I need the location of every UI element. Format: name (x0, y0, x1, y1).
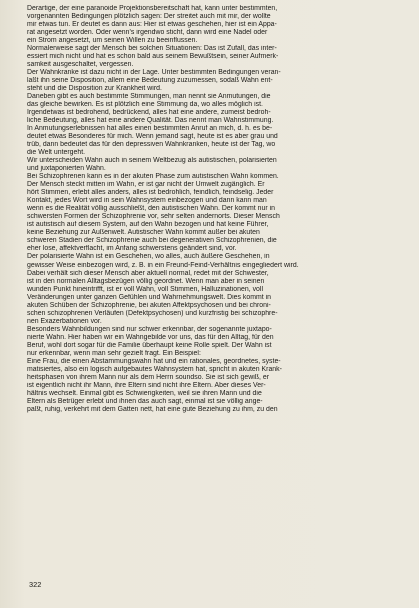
text-line: Veränderungen unter ganzen Gefühlen und Wahrnehmungswelt. Dies kommt in (27, 293, 272, 301)
text-line: samkeit ausgeschaltet, vergessen. (27, 61, 134, 69)
text-line: schwersten Formen der Schizophrenie vor, sehr selten andernorts. Dieser Mensch (27, 213, 280, 221)
text-line: Bei Schizophrenen kann es in der akuten Phase zum autistischen Wahn kommen. (27, 173, 279, 181)
text-line: Eltern als Betrüger erlebt und ihnen das auch sagt, einmal ist sie völlig ange- (27, 397, 263, 405)
text-line: das gleiche bewirken. Es ist plötzlich eine Stimmung da, wo alles möglich ist. (27, 101, 263, 109)
text-line: mir etwas tun. Er deutet es dann aus: Hier ist etwas geschehen, hier ist ein Appa- (27, 21, 277, 29)
text-line: Eine Frau, die einen Abstammungswahn hat und ein rationales, geordnetes, syste- (27, 357, 281, 365)
text-line: In Anmutungserlebnissen hat alles einen bestimmten Anruf an mich, d. h. es be- (27, 125, 273, 133)
text-line: schen schizophrenen Verläufen (Defektpsychosen) und kurzfristig bei schizophre- (27, 309, 278, 317)
text-line: Normalerweise sagt der Mensch bei solchen Situationen: Das ist Zufall, das inter- (27, 45, 277, 53)
text-line: ist eigentlich nicht ihr Mann, ihre Eltern sind nicht ihre Eltern. Aber dieses Ver- (27, 381, 266, 389)
body-text (27, 5, 390, 414)
text-line: rat angesetzt worden. Oder wenn's irgendwo sticht, dann wird eine Nadel oder (27, 29, 268, 37)
text-line: paßt, ruhig, verkehrt mit dem Gatten nett, hat eine gute Beziehung zu ihm, zu den (27, 405, 278, 413)
text-line: heitsphasen von ihrem Mann nur als dem Herrn soundso. Sie ist sich gewiß, er (27, 373, 270, 381)
text-line: hältnis wechselt. Einmal gibt es Schwierigkeiten, weil sie ihren Mann und die (27, 389, 262, 397)
text-line: Irgendetwas ist bedrohend, bedrückend, alles hat eine andere, zumeist bedroh- (27, 109, 271, 117)
text-line: deutet etwas Besonderes für mich. Wenn jemand sagt, heute ist es aber grau und (27, 133, 278, 141)
text-line: Der polarisierte Wahn ist ein Geschehen, wo alles, auch äußere Geschehen, in (27, 253, 270, 261)
text-line: wenn es die Realität völlig ausschließt, den autistischen Wahn. Der kommt nur in (27, 205, 275, 213)
text-line: ein Strom angesetzt, um seinen Willen zu beeinflussen. (27, 37, 198, 45)
text-line: Der Wahnkranke ist dazu nicht in der Lage. Unter bestimmten Bedingungen veran- (27, 69, 281, 77)
text-line: ist autistisch auf diesem System, auf den Wahn bezogen und hat keine Führer, (27, 221, 269, 229)
text-line: eher lose, affektverflacht, im Anfang schwerstens geändert sind, vor. (27, 245, 237, 253)
text-line: Beruf, wohl dort sogar für die Familie überhaupt keine Rolle spielt. Der Wahn ist (27, 341, 272, 349)
text-line: nur erkennbar, wenn man sehr gezielt fragt. Ein Beispiel: (27, 349, 201, 357)
text-line: matisiertes, also ein logisch aufgebautes Wahnsystem hat, spricht in akuten Krank- (27, 365, 282, 373)
text-line: liche Bedeutung, alles hat eine andere Qualität. Das nennt man Wahnstimmung. (27, 117, 274, 125)
text-line: wunden Punkt hineintrifft, ist er voll Wahn, voll Stimmen, Halluzinationen, voll (27, 285, 263, 293)
text-line: keine Beziehung zur Außenwelt. Autistischer Wahn kommt außer bei akuten (27, 229, 260, 237)
text-line: steht und die Disposition zur Krankheit wird. (27, 85, 162, 93)
text-line: vorgenannten Bedingungen plötzlich sagen: Der streitet auch mit mir, der wollte (27, 13, 271, 21)
text-line: Wir unterscheiden Wahn auch in seinem Weltbezug als autistischen, polarisierten (27, 157, 277, 165)
text-line: Derartige, der eine paranoide Projektionsbereitschaft hat, kann unter bestimmten, (27, 5, 278, 12)
text-line: und juxtaponierten Wahn. (27, 165, 106, 173)
text-line: Besonders Wahnbildungen sind nur schwer erkennbar, der sogenannte juxtapo- (27, 325, 272, 333)
text-line: akuten Schüben der Schizophrenie, bei akuten Affektpsychosen und bei chroni- (27, 301, 271, 309)
text-line: die Welt untergeht. (27, 149, 86, 157)
text-line: essiert mich nicht und hat es schon bald aus seinem Bewußtsein, seiner Aufmerk- (27, 53, 279, 61)
text-line: ist in den normalen Alltagsbezügen völlig geordnet. Wenn man aber in seinen (27, 277, 265, 285)
text-line: hört Stimmen, erlebt alles anders, alles ist bedrohlich, feindlich, feindselig. Jeder (27, 189, 274, 197)
text-line: trüb, dann bedeutet das für den depressiven Wahnkranken, heute ist der Tag, wo (27, 141, 276, 149)
text-line: laßt ihn seine Disposition, allem eine Bedeutung zuzumessen, sodaß Wahn ent- (27, 77, 273, 85)
text-line: Daneben gibt es auch bestimmte Stimmungen, man nennt sie Anmutungen, die (27, 93, 271, 101)
page-number: 322 (29, 580, 42, 589)
text-line: Dabei verhält sich dieser Mensch aber aktuell normal, redet mit der Schwester, (27, 269, 269, 277)
text-line: gewisser Weise einbezogen wird, z. B. in ein Freund-Feind-Verhältnis eingegliedert wird. (27, 261, 299, 269)
text-line: nierte Wahn. Hier haben wir ein Wahngebilde vor uns, das für den Alltag, für den (27, 333, 274, 341)
text-line: Kontakt, jedes Wort wird in sein Wahnsystem einbezogen und dann kann man (27, 197, 267, 205)
text-line: nen Exazerbationen vor. (27, 317, 102, 325)
text-line: schweren Stadien der Schizophrenie auch bei degenerativen Schizophrenien, die (27, 237, 277, 245)
text-line: Der Mensch steckt mitten im Wahn, er ist gar nicht der Umwelt zugänglich. Er (27, 181, 265, 189)
